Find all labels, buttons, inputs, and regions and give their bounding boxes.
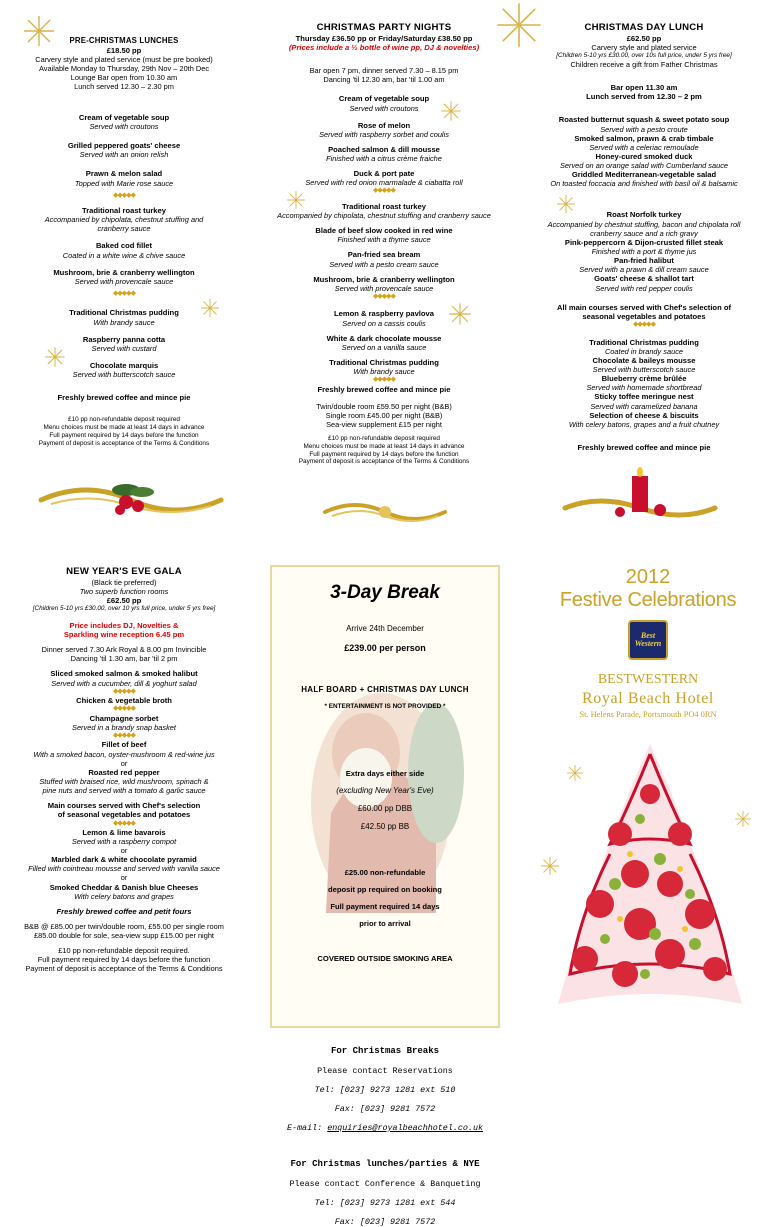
dish: Sticky toffee meringue nest bbox=[594, 392, 694, 402]
dish-desc: Served with croutons bbox=[349, 103, 419, 113]
text: Carvery style and plated service bbox=[591, 42, 697, 52]
dish-desc: Served with butterscotch sauce bbox=[592, 365, 696, 375]
dish: Duck & port pate bbox=[353, 169, 415, 179]
dish: Chocolate marquis bbox=[89, 360, 159, 370]
gold-star-icon bbox=[286, 190, 306, 210]
dish: Mushroom, brie & cranberry wellington bbox=[313, 274, 455, 284]
footnote: Full payment required by 14 days before the function bbox=[309, 450, 459, 458]
dish: Pan-fried halibut bbox=[614, 256, 674, 266]
diamond-divider: ◆◆◆◆◆ bbox=[113, 731, 135, 739]
hotel-branding bbox=[528, 566, 768, 719]
logo-word: Western bbox=[634, 639, 662, 648]
text: £60.00 pp DBB bbox=[357, 804, 413, 814]
dish-desc: Served with butterscotch sauce bbox=[72, 370, 176, 380]
dish-desc: Accompanied by chestnut stuffing, bacon and chipolata roll cranberry sauce and a rich gravy bbox=[547, 219, 741, 238]
dish: Rose of melon bbox=[357, 120, 411, 130]
gold-star-icon bbox=[200, 298, 220, 318]
contact-heading: For Christmas Breaks bbox=[330, 1046, 440, 1057]
best-western-logo bbox=[628, 620, 668, 660]
dish-desc: Served with croutons bbox=[89, 122, 159, 132]
dish-desc: Served on a cassis coulis bbox=[342, 318, 426, 328]
dish-desc: On toasted foccacia and finished with basil oil & balsamic bbox=[550, 179, 738, 189]
dish-desc: Finished with a thyme sauce bbox=[337, 235, 431, 245]
dish-desc: Served with a pesto croute bbox=[600, 124, 688, 134]
price: £62.50 pp bbox=[626, 33, 662, 43]
diamond-divider: ◆◆◆◆◆ bbox=[633, 321, 655, 329]
dish: Roast Norfolk turkey bbox=[606, 210, 682, 220]
footnote: £10 pp non-refundable deposit required. bbox=[58, 946, 190, 956]
section-title: CHRISTMAS DAY LUNCH bbox=[584, 22, 704, 33]
diamond-divider: ◆◆◆◆◆ bbox=[113, 289, 135, 297]
dish-desc: Stuffed with braised rice, wild mushroom, spinach & bbox=[39, 776, 209, 786]
dish-desc: Served with a celeriac remoulade bbox=[589, 142, 699, 152]
dish-desc: Served with a raspberry compot bbox=[71, 837, 177, 847]
dish: Smoked Cheddar & Danish blue Cheeses bbox=[49, 882, 199, 892]
dish: Traditional roast turkey bbox=[82, 206, 166, 216]
text: Dancing 'til 12.30 am, bar 'til 1.00 am bbox=[323, 75, 445, 85]
party-nights-section bbox=[262, 22, 506, 466]
diamond-divider: ◆◆◆◆◆ bbox=[113, 819, 135, 827]
dish: Griddled Mediterranean-vegetable salad bbox=[571, 170, 717, 180]
gold-star-icon bbox=[540, 856, 560, 876]
footnote: £10 pp non-refundable deposit required bbox=[68, 416, 180, 424]
gold-star-icon bbox=[22, 14, 56, 48]
text: Full payment required 14 days bbox=[330, 902, 440, 912]
dish: Traditional Christmas pudding bbox=[589, 337, 699, 347]
footnote: Menu choices must be made at least 14 days in advance bbox=[303, 442, 465, 450]
dish-desc: With a smoked bacon, oyster-mushroom & red-wine jus bbox=[33, 749, 215, 759]
dish-desc: With celery batons, grapes and a fruit chutney bbox=[568, 419, 720, 429]
phone: Tel: [023] 9273 1281 ext 544 bbox=[314, 1198, 456, 1208]
footnote: Full payment required by 14 days before the function bbox=[49, 432, 199, 440]
text: [Children 5-10 yrs £30.00, over 10s full price, under 5 yrs free] bbox=[556, 51, 732, 59]
text: £85.00 double for sole, sea-view supp £15.00 per night bbox=[34, 931, 214, 941]
dish-desc: With brandy sauce bbox=[93, 317, 155, 327]
gold-star-icon bbox=[556, 194, 576, 214]
break-title: 3-Day Break bbox=[330, 582, 440, 603]
dish-desc: Served with raspberry sorbet and coulis bbox=[319, 129, 449, 139]
price-note: (Prices include a ½ bottle of wine pp, DJ & novelties) bbox=[288, 42, 480, 52]
footnote: Full payment required by 14 days before the function bbox=[37, 955, 211, 965]
dish: Goats' cheese & shallot tart bbox=[594, 274, 694, 284]
price: £62.50 pp bbox=[106, 595, 142, 605]
dish: Roasted red pepper bbox=[88, 767, 160, 777]
or-text: or bbox=[120, 873, 128, 883]
entertainment-note: * ENTERTAINMENT IS NOT PROVIDED * bbox=[324, 703, 446, 710]
diamond-divider: ◆◆◆◆◆ bbox=[373, 376, 395, 384]
dish: Pan-fried sea bream bbox=[347, 250, 421, 260]
dish: Cream of vegetable soup bbox=[78, 112, 170, 122]
arrive: Arrive 24th December bbox=[346, 623, 424, 633]
coffee: Freshly brewed coffee and mince pie bbox=[57, 393, 191, 403]
dish-desc: Accompanied by chipolata, chestnut stuffing and cranberry sauce bbox=[44, 215, 204, 234]
dish: Pink-peppercorn & Dijon-crusted fillet steak bbox=[564, 237, 724, 247]
dish-desc: Served with caramelized banana bbox=[590, 401, 698, 411]
dish-desc: Accompanied by chipolata, chestnut stuffing and cranberry sauce bbox=[277, 211, 491, 221]
text: Bar open 11.30 am bbox=[610, 82, 678, 92]
dish: Prawn & melon salad bbox=[85, 169, 163, 179]
gold-garland-candle-icon bbox=[560, 468, 720, 528]
dish: White & dark chocolate mousse bbox=[326, 333, 442, 343]
text: (Black tie preferred) bbox=[91, 577, 157, 587]
gold-star-icon bbox=[734, 810, 752, 828]
dish-desc: Served on an orange salad with Cumberland sauce bbox=[559, 161, 729, 171]
dish: Poached salmon & dill mousse bbox=[328, 144, 440, 154]
dish: Fillet of beef bbox=[101, 740, 147, 750]
nye-gala-section bbox=[8, 566, 240, 973]
dish-desc: Served with a pesto cream sauce bbox=[329, 259, 439, 269]
text: Extra days either side bbox=[345, 768, 425, 778]
dish: Raspberry panna cotta bbox=[82, 334, 166, 344]
text: prior to arrival bbox=[359, 919, 411, 929]
dish: Marbled dark & white chocolate pyramid bbox=[51, 855, 197, 865]
dish-desc: Served on a vanilla sauce bbox=[341, 342, 427, 352]
break-price: £239.00 per person bbox=[344, 642, 426, 653]
fax: Fax: [023] 9281 7572 bbox=[334, 1216, 436, 1227]
dish: Roasted butternut squash & sweet potato soup bbox=[558, 115, 730, 125]
dish-desc: Served with provencale sauce bbox=[334, 283, 434, 293]
diamond-divider: ◆◆◆◆◆ bbox=[113, 687, 135, 695]
diamond-divider: ◆◆◆◆◆ bbox=[113, 191, 135, 199]
text: Two superb function rooms bbox=[79, 586, 169, 596]
dish: Honey-cured smoked duck bbox=[595, 151, 693, 161]
veg-note: of seasonal vegetables and potatoes bbox=[57, 810, 191, 820]
dish-desc: Served with a prawn & dill cream sauce bbox=[579, 265, 709, 275]
gold-garland-holly-icon bbox=[36, 470, 226, 526]
phone: Tel: [023] 9273 1281 ext 510 bbox=[314, 1085, 456, 1096]
veg-note: All main courses served with Chef's selection of seasonal vegetables and potatoes bbox=[557, 302, 731, 321]
gold-star-icon bbox=[44, 346, 66, 368]
dish: Chocolate & baileys mousse bbox=[592, 355, 696, 365]
dish-desc: Finished with a citrus crème fraiche bbox=[326, 154, 442, 164]
text: Dancing 'til 1.30 am, bar 'til 2 pm bbox=[70, 654, 178, 664]
dish: Traditional Christmas pudding bbox=[329, 357, 439, 367]
text: £25.00 non-refundable bbox=[344, 868, 426, 878]
text: Lunch served from 12.30 – 2 pm bbox=[586, 92, 702, 102]
dish-desc: Topped with Marie rose sauce bbox=[74, 178, 174, 188]
text: Dinner served 7.30 Ark Royal & 8.00 pm Invincible bbox=[41, 645, 207, 655]
dish: Cream of vegetable soup bbox=[338, 94, 430, 104]
dish: Selection of cheese & biscuits bbox=[589, 410, 699, 420]
dish: Baked cod fillet bbox=[95, 241, 153, 251]
footnote: Menu choices must be made at least 14 days in advance bbox=[43, 424, 205, 432]
hotel-name: Royal Beach Hotel bbox=[582, 690, 714, 707]
dish: Traditional Christmas pudding bbox=[69, 308, 179, 318]
text: Twin/double room £59.50 per night (B&B) bbox=[316, 401, 452, 411]
dish-desc: Coated in brandy sauce bbox=[604, 346, 684, 356]
gold-star-icon bbox=[448, 302, 472, 326]
coffee: Freshly brewed coffee and mince pie bbox=[317, 384, 451, 394]
gold-star-icon bbox=[440, 100, 462, 122]
brand-name: BESTWESTERN bbox=[597, 672, 699, 687]
section-title: PRE-CHRISTMAS LUNCHES bbox=[69, 36, 179, 45]
text: Lunch served 12.30 – 2.30 pm bbox=[74, 81, 174, 91]
footnote: Payment of deposit is acceptance of the Terms & Conditions bbox=[38, 439, 210, 447]
diamond-divider: ◆◆◆◆◆ bbox=[373, 187, 395, 195]
dish: Grilled peppered goats' cheese bbox=[67, 141, 181, 151]
logo-word: Best bbox=[640, 631, 656, 640]
text: Children receive a gift from Father Christmas bbox=[570, 59, 718, 69]
text: Carvery style and plated service (must be pre booked) bbox=[35, 54, 213, 64]
footnote: Payment of deposit is acceptance of the Terms & Conditions bbox=[298, 458, 470, 466]
dish: Blade of beef slow cooked in red wine bbox=[315, 226, 453, 236]
footnote: Payment of deposit is acceptance of the Terms & Conditions bbox=[25, 964, 223, 974]
hotel-address: St. Helens Parade, Portsmouth PO4 0RN bbox=[579, 710, 717, 719]
dish: Champagne sorbet bbox=[89, 713, 159, 723]
gold-garland-icon bbox=[320, 492, 450, 532]
dish-desc: Served with provencale sauce bbox=[74, 276, 174, 286]
gold-star-icon bbox=[496, 2, 542, 48]
text: B&B @ £85.00 per twin/double room, £55.00 per single room bbox=[24, 922, 224, 932]
email-label: E-mail: bbox=[286, 1122, 323, 1133]
dish-desc: Filled with cointreau mousse and served with vanilla sauce bbox=[28, 864, 220, 874]
contact-heading: For Christmas lunches/parties & NYE bbox=[290, 1158, 480, 1169]
year: 2012 bbox=[625, 566, 671, 588]
dish: Lemon & raspberry pavlova bbox=[333, 309, 435, 319]
section-title: CHRISTMAS PARTY NIGHTS bbox=[316, 22, 452, 33]
diamond-divider: ◆◆◆◆◆ bbox=[373, 292, 395, 300]
or-text: or bbox=[120, 846, 128, 856]
three-day-break-box bbox=[270, 565, 500, 1227]
section-title: NEW YEAR'S EVE GALA bbox=[66, 566, 182, 577]
dish-desc: Coated in a white wine & chive sauce bbox=[62, 250, 186, 260]
dish-desc: pine nuts and served with a tomato & garlic sauce bbox=[42, 785, 206, 795]
coffee: Freshly brewed coffee and mince pie bbox=[577, 442, 711, 452]
text: Bar open 7 pm, dinner served 7.30 – 8.15 pm bbox=[309, 66, 459, 76]
dish-desc: Served in a brandy snap basket bbox=[72, 722, 176, 732]
dish: Blueberry crème brûlée bbox=[601, 374, 687, 384]
diamond-divider: ◆◆◆◆◆ bbox=[113, 705, 135, 713]
contact-text: Please contact Conference & Banqueting bbox=[289, 1179, 481, 1190]
contact-text: Please contact Reservations bbox=[317, 1066, 453, 1077]
coffee: Freshly brewed coffee and petit fours bbox=[56, 906, 192, 916]
or-text: or bbox=[120, 758, 128, 768]
price: Thursday £36.50 pp or Friday/Saturday £38.50 pp bbox=[295, 33, 473, 43]
dish-desc: Served with a cucumber, dill & yoghurt salad bbox=[51, 678, 197, 688]
dish: Smoked salmon, prawn & crab timbale bbox=[574, 133, 714, 143]
text: Available Monday to Thursday, 29th Nov – 20th Dec bbox=[38, 63, 210, 73]
text: Single room £45.00 per night (B&B) bbox=[325, 410, 443, 420]
dish-desc: Served with red pepper coulis bbox=[595, 283, 693, 293]
text: deposit pp required on booking bbox=[328, 885, 442, 895]
festive-heading: Festive Celebrations bbox=[559, 589, 737, 611]
pre-christmas-section bbox=[8, 36, 240, 448]
dish-desc: Finished with a port & thyme jus bbox=[591, 247, 697, 257]
includes-note: Price includes DJ, Novelties & bbox=[69, 620, 179, 630]
dish: Lemon & lime bavarois bbox=[82, 827, 166, 837]
text: Lounge Bar open from 10.30 am bbox=[70, 72, 178, 82]
includes-note: Sparkling wine reception 6.45 pm bbox=[63, 630, 185, 640]
text: [Children 5-10 yrs £30.00, over 10 yrs full price, under 5 yrs free] bbox=[32, 605, 216, 613]
dish: Chicken & vegetable broth bbox=[76, 696, 172, 706]
dish: Traditional roast turkey bbox=[342, 201, 426, 211]
dish: Sliced smoked salmon & smoked halibut bbox=[50, 669, 198, 679]
footnote: £10 pp non-refundable deposit required bbox=[328, 434, 440, 442]
fax: Fax: [023] 9281 7572 bbox=[334, 1104, 436, 1115]
christmas-day-section bbox=[528, 22, 760, 452]
dish-desc: Served with homemade shortbread bbox=[586, 383, 702, 393]
dish: Mushroom, brie & cranberry wellington bbox=[53, 267, 195, 277]
gold-star-icon bbox=[566, 764, 584, 782]
dish-desc: Served with red onion marmalade & ciabatta roll bbox=[305, 178, 463, 188]
smoking-area: COVERED OUTSIDE SMOKING AREA bbox=[317, 953, 453, 963]
dish-desc: Served with an onion relish bbox=[79, 150, 169, 160]
dish-desc: With brandy sauce bbox=[353, 367, 415, 377]
text: (excluding New Year's Eve) bbox=[336, 786, 434, 796]
dish-desc: With celery batons and grapes bbox=[74, 891, 174, 901]
email-link[interactable]: enquiries@royalbeachhotel.co.uk bbox=[327, 1122, 484, 1133]
price: £18.50 pp bbox=[106, 45, 142, 55]
dish-desc: Served with custard bbox=[91, 343, 157, 353]
half-board: HALF BOARD + CHRISTMAS DAY LUNCH bbox=[301, 685, 469, 694]
veg-note: Main courses served with Chef's selection bbox=[47, 801, 201, 810]
text: £42.50 pp BB bbox=[360, 822, 410, 832]
text: Sea-view supplement £15 per night bbox=[326, 419, 442, 429]
